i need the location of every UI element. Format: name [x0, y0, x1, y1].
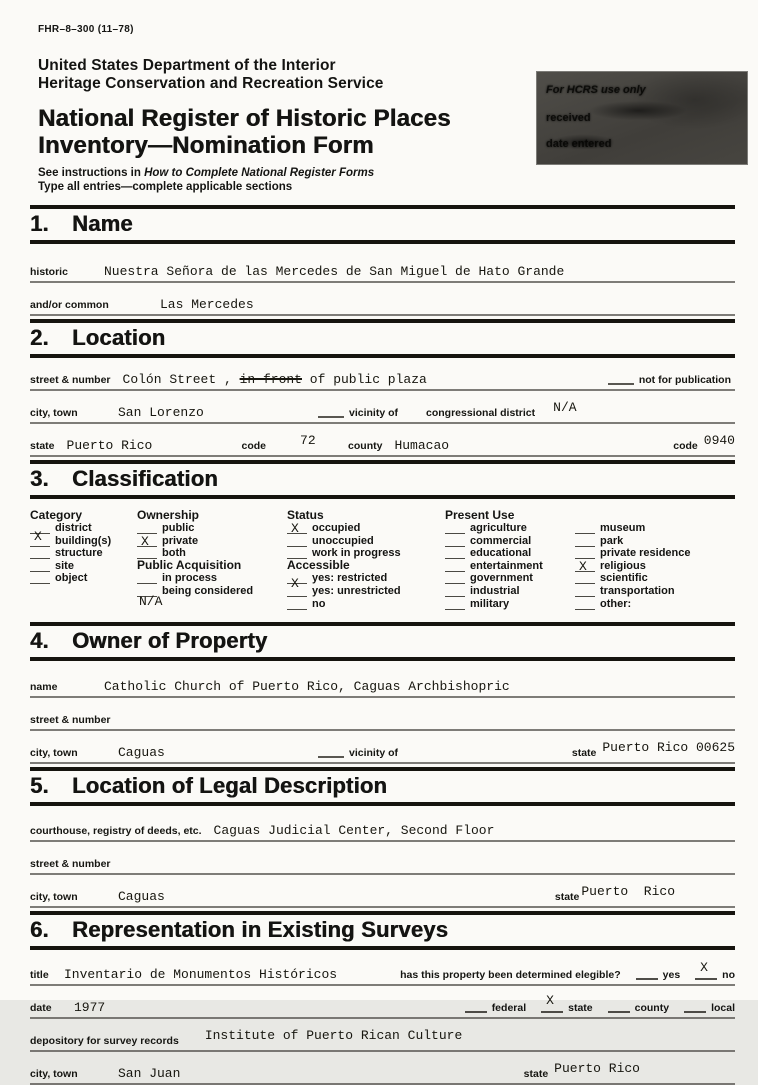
option-label: state: [568, 1001, 593, 1014]
checkbox-line: [30, 561, 50, 572]
option-no[interactable]: [695, 959, 735, 981]
checkbox-line: [575, 586, 595, 597]
checkbox-label: site: [55, 559, 74, 572]
owner-street-label: street & number: [30, 713, 111, 726]
checkbox-item-educational[interactable]: [445, 547, 575, 560]
checkbox-item-scientific[interactable]: [575, 572, 735, 585]
checkbox-item-agriculture[interactable]: [445, 521, 575, 534]
section-6-number: 6.: [30, 916, 49, 942]
checkbox-label: commercial: [470, 534, 532, 547]
checkbox-label: agriculture: [470, 521, 527, 534]
survey-date-label: date: [30, 1001, 52, 1014]
checkbox-label: park: [600, 534, 624, 547]
checkbox-item-park[interactable]: [575, 534, 735, 547]
checkbox-line: [287, 548, 307, 559]
street-value-before: Colón Street ,: [122, 371, 240, 387]
checkbox-item-work-in-progress[interactable]: [287, 547, 445, 560]
checkbox-line: [445, 599, 465, 610]
code-value[interactable]: 72: [300, 432, 316, 448]
legal-city-row: [30, 875, 735, 908]
not-for-publication-blank-line[interactable]: [608, 380, 634, 385]
form-number: FHR–8–300 (11–78): [38, 24, 134, 35]
checkbox-label: public: [162, 521, 195, 534]
owner-city-value[interactable]: Caguas: [118, 744, 165, 760]
checkbox-item-industrial[interactable]: [445, 584, 575, 597]
checkbox-item-district[interactable]: [30, 521, 137, 534]
legal-city-value[interactable]: Caguas: [118, 888, 165, 904]
code-label: code: [241, 439, 267, 452]
checkbox-line: [137, 523, 157, 534]
checkbox-label: building(s): [55, 534, 112, 547]
depository-value[interactable]: Institute of Puerto Rican Culture: [204, 1027, 463, 1043]
section-3-title: Classification: [72, 465, 218, 491]
eligible-option-group: [621, 959, 735, 981]
congressional-district-value[interactable]: N/A: [553, 399, 577, 415]
owner-state-label: state: [571, 746, 597, 759]
option-county[interactable]: [608, 1002, 669, 1014]
checkbox-label: object: [55, 572, 88, 585]
survey-date-value[interactable]: 1977: [74, 999, 106, 1015]
checkbox-line: [137, 548, 157, 559]
owner-city-label: city, town: [30, 746, 78, 759]
checkbox-label: being considered: [162, 584, 254, 597]
survey-date-row: [30, 986, 735, 1019]
checkbox-item-other[interactable]: [575, 597, 735, 610]
code2-value[interactable]: 0940: [703, 432, 735, 448]
checkbox-label: occupied: [312, 521, 361, 534]
checkbox-label: work in progress: [312, 547, 401, 560]
not-for-publication-label: not for publication: [638, 373, 731, 386]
checkbox-label: yes: restricted: [312, 572, 388, 585]
type-all-entries-line: Type all entries—complete applicable sections: [38, 180, 293, 193]
common-label: and/or common: [30, 298, 109, 311]
survey-city-row: [30, 1052, 735, 1085]
checkbox-label: religious: [600, 559, 646, 572]
checkbox-item-military[interactable]: [445, 597, 575, 610]
section-1-title: Name: [72, 210, 133, 236]
section-2-title: Location: [72, 324, 166, 350]
checkbox-item-religious[interactable]: [575, 559, 735, 572]
owner-street-row: [30, 698, 735, 731]
vicinity-blank-line[interactable]: [318, 413, 344, 418]
option-label: county: [634, 1001, 670, 1014]
checkbox-line: [445, 523, 465, 534]
checkbox-line: [137, 573, 157, 584]
section-2-heading: [30, 323, 735, 354]
form-title-line-1: National Register of Historic Places: [38, 104, 451, 132]
classification-subheading-accessible: Accessible: [287, 558, 350, 573]
checkbox-label: scientific: [600, 572, 648, 585]
checkbox-line: [287, 599, 307, 610]
checkbox-line: [575, 599, 595, 610]
section-6-heading: [30, 915, 735, 946]
owner-vicinity-label: vicinity of: [349, 746, 399, 759]
checkbox-label: military: [470, 597, 510, 610]
option-yes[interactable]: [636, 969, 681, 981]
checkbox-label: district: [55, 521, 92, 534]
checkbox-label: other:: [600, 597, 632, 610]
checkbox-line: [30, 573, 50, 584]
historic-value[interactable]: Nuestra Señora de las Mercedes de San Miguel de Hato Grande: [104, 263, 565, 279]
checkbox-line: [575, 536, 595, 547]
checkbox-label: industrial: [470, 584, 520, 597]
checkbox-label: entertainment: [470, 559, 543, 572]
checkbox-line: [445, 536, 465, 547]
section-5-number: 5.: [30, 772, 49, 798]
option-blank-line: [695, 959, 717, 980]
common-name-row: [30, 283, 735, 316]
section-2-number: 2.: [30, 324, 49, 350]
courthouse-value[interactable]: Caguas Judicial Center, Second Floor: [213, 822, 495, 838]
city-town-row: [30, 391, 735, 424]
section-4-heading: [30, 626, 735, 657]
checkbox-label: private: [162, 534, 199, 547]
option-blank-line: [465, 1008, 487, 1013]
historic-name-row: [30, 244, 735, 283]
city-label: city, town: [30, 406, 78, 419]
code2-label: code: [673, 439, 698, 452]
survey-city-label: city, town: [30, 1067, 78, 1080]
section-divider: [30, 495, 735, 499]
section-5-heading: [30, 771, 735, 802]
section-6-title: Representation in Existing Surveys: [72, 916, 449, 942]
checkbox-line: [575, 558, 595, 574]
survey-title-value[interactable]: Inventario de Monumentos Históricos: [64, 966, 338, 982]
option-blank-line: [608, 1008, 630, 1013]
checkbox-item-entertainment[interactable]: [445, 559, 575, 572]
classification-subheading-ownership: Ownership: [137, 507, 200, 522]
check-x-mark: X: [291, 576, 299, 592]
classification-column-1: [30, 509, 137, 610]
checkbox-item-structure[interactable]: [30, 547, 137, 560]
see-instructions-title: How to Complete National Register Forms: [144, 166, 375, 179]
option-blank-line: [636, 975, 658, 980]
checkbox-line: [137, 533, 157, 549]
section-3-heading: [30, 464, 735, 495]
checkbox-item-occupied[interactable]: [287, 521, 445, 534]
eligible-question-label: has this property been determined elegible?: [400, 968, 621, 981]
checkbox-line: [445, 548, 465, 559]
street-value-after: of public plaza: [301, 371, 427, 387]
option-local[interactable]: [684, 1002, 735, 1014]
depository-label: depository for survey records: [30, 1034, 179, 1047]
option-label: federal: [491, 1001, 527, 1014]
checkbox-line: [445, 573, 465, 584]
checkbox-line: [30, 528, 50, 547]
checkbox-item-private-residence[interactable]: [575, 547, 735, 560]
check-x-mark: X: [141, 533, 149, 549]
checkbox-line: [287, 573, 307, 592]
legal-street-row: [30, 842, 735, 875]
survey-title-label: title: [30, 968, 49, 981]
checkbox-label: structure: [55, 547, 103, 560]
option-blank-line: [684, 1008, 706, 1013]
checkbox-item-object[interactable]: [30, 572, 137, 585]
street-number-row: [30, 358, 735, 391]
classification-column-2: [137, 509, 287, 610]
checkbox-label: government: [470, 572, 533, 585]
hcrs-stamp-box: [537, 72, 747, 164]
checkbox-item-no[interactable]: [287, 597, 445, 610]
legal-state-value[interactable]: Puerto Rico: [581, 883, 675, 899]
vicinity-label: vicinity of: [349, 406, 399, 419]
check-x-mark: X: [579, 558, 587, 574]
checkbox-item-commercial[interactable]: [445, 534, 575, 547]
option-label: no: [722, 968, 735, 981]
checkbox-label: both: [162, 547, 186, 560]
checkbox-line: [445, 561, 465, 572]
owner-vicinity-blank-line[interactable]: [318, 753, 344, 758]
checkbox-label: in process: [162, 572, 218, 585]
depository-row: [30, 1019, 735, 1052]
checkbox-line: [575, 523, 595, 534]
checkbox-label: transportation: [600, 584, 675, 597]
checkbox-label: no: [312, 597, 326, 610]
county-value[interactable]: Humacao: [394, 437, 450, 453]
legal-street-label: street & number: [30, 857, 111, 870]
section-3-number: 3.: [30, 465, 49, 491]
classification-subheading-category: Category: [30, 507, 83, 522]
checkbox-item-in-process[interactable]: [137, 572, 287, 585]
survey-state-value[interactable]: Puerto Rico: [554, 1060, 640, 1076]
state-county-row: [30, 424, 735, 457]
survey-city-value[interactable]: San Juan: [118, 1065, 181, 1081]
checkbox-label: educational: [470, 547, 532, 560]
courthouse-row: [30, 806, 735, 842]
stamp-line-2: received: [546, 112, 591, 124]
classification-spacer: [575, 509, 735, 522]
classification-grid: [30, 509, 735, 610]
form-title-line-2: Inventory—Nomination Form: [38, 131, 374, 159]
classification-subheading-status: Status: [287, 507, 324, 522]
checkbox-item-government[interactable]: [445, 572, 575, 585]
checkbox-item-private[interactable]: [137, 534, 287, 547]
checkbox-line: [287, 536, 307, 547]
option-label: local: [711, 1001, 735, 1014]
owner-name-value[interactable]: Catholic Church of Puerto Rico, Caguas Archbishopric: [104, 678, 510, 694]
checkbox-line: [30, 548, 50, 559]
owner-name-label: name: [30, 680, 58, 693]
checkbox-item-building-s[interactable]: [30, 528, 137, 547]
checkbox-line: [575, 573, 595, 584]
checkbox-label: museum: [600, 521, 646, 534]
courthouse-label: courthouse, registry of deeds, etc.: [30, 824, 202, 837]
checkbox-label: unoccupied: [312, 534, 374, 547]
owner-name-row: [30, 661, 735, 698]
checkbox-item-being-considered[interactable]: [137, 584, 287, 610]
classification-subheading-public-acquisition: Public Acquisition: [137, 558, 242, 573]
checkbox-item-transportation[interactable]: [575, 584, 735, 597]
city-value[interactable]: San Lorenzo: [118, 404, 204, 420]
survey-level-option-group: [450, 992, 735, 1014]
survey-state-label: state: [523, 1067, 549, 1080]
option-label: yes: [662, 968, 681, 981]
checkbox-note: N/A: [139, 594, 163, 610]
option-state[interactable]: [541, 992, 593, 1014]
checkbox-label: yes: unrestricted: [312, 584, 401, 597]
owner-state-value[interactable]: Puerto Rico 00625: [602, 739, 735, 755]
checkbox-item-yes-unrestricted[interactable]: [287, 584, 445, 597]
state-value[interactable]: Puerto Rico: [66, 437, 153, 453]
checkbox-line: [575, 548, 595, 559]
section-4-title: Owner of Property: [72, 627, 268, 653]
option-federal[interactable]: [465, 1002, 526, 1014]
section-5-title: Location of Legal Description: [72, 772, 388, 798]
checkbox-line: [445, 586, 465, 597]
section-4-number: 4.: [30, 627, 49, 653]
see-instructions-prefix: See instructions in: [38, 166, 145, 179]
checkbox-line: [287, 586, 307, 597]
street-label: street & number: [30, 373, 111, 386]
section-1-heading: [30, 209, 735, 240]
checkbox-item-public[interactable]: [137, 521, 287, 534]
classification-column-5: [575, 509, 735, 610]
survey-title-row: [30, 950, 735, 986]
agency-line-1: United States Department of the Interior: [38, 57, 336, 74]
checkbox-item-unoccupied[interactable]: [287, 534, 445, 547]
stamp-line-3: date entered: [546, 138, 612, 150]
section-1-number: 1.: [30, 210, 49, 236]
legal-state-label: state: [554, 890, 580, 903]
option-blank-line: [541, 992, 563, 1013]
checkbox-label: private residence: [600, 547, 691, 560]
check-x-mark: X: [700, 959, 708, 975]
owner-city-row: [30, 731, 735, 764]
stamp-line-1: For HCRS use only: [546, 84, 646, 96]
check-x-mark: X: [546, 992, 554, 1008]
county-label: county: [348, 439, 383, 452]
street-value[interactable]: [123, 372, 427, 387]
checkbox-item-both[interactable]: [137, 547, 287, 560]
see-instructions-line: [30, 167, 735, 179]
check-x-mark: X: [291, 520, 299, 536]
checkbox-line: [287, 520, 307, 536]
checkbox-item-museum[interactable]: [575, 521, 735, 534]
checkbox-item-site[interactable]: [30, 559, 137, 572]
classification-column-3: [287, 509, 445, 610]
check-x-mark: X: [34, 528, 42, 544]
state-label: state: [30, 439, 55, 452]
street-value-struck: in front: [239, 371, 302, 387]
common-value[interactable]: Las Mercedes: [160, 296, 254, 312]
agency-line-2: Heritage Conservation and Recreation Service: [38, 75, 384, 93]
historic-label: historic: [30, 265, 68, 278]
classification-column-4: [445, 509, 575, 610]
congressional-district-label: congressional district: [426, 406, 536, 419]
classification-subheading-present-use: Present Use: [445, 507, 515, 522]
legal-city-label: city, town: [30, 890, 78, 903]
